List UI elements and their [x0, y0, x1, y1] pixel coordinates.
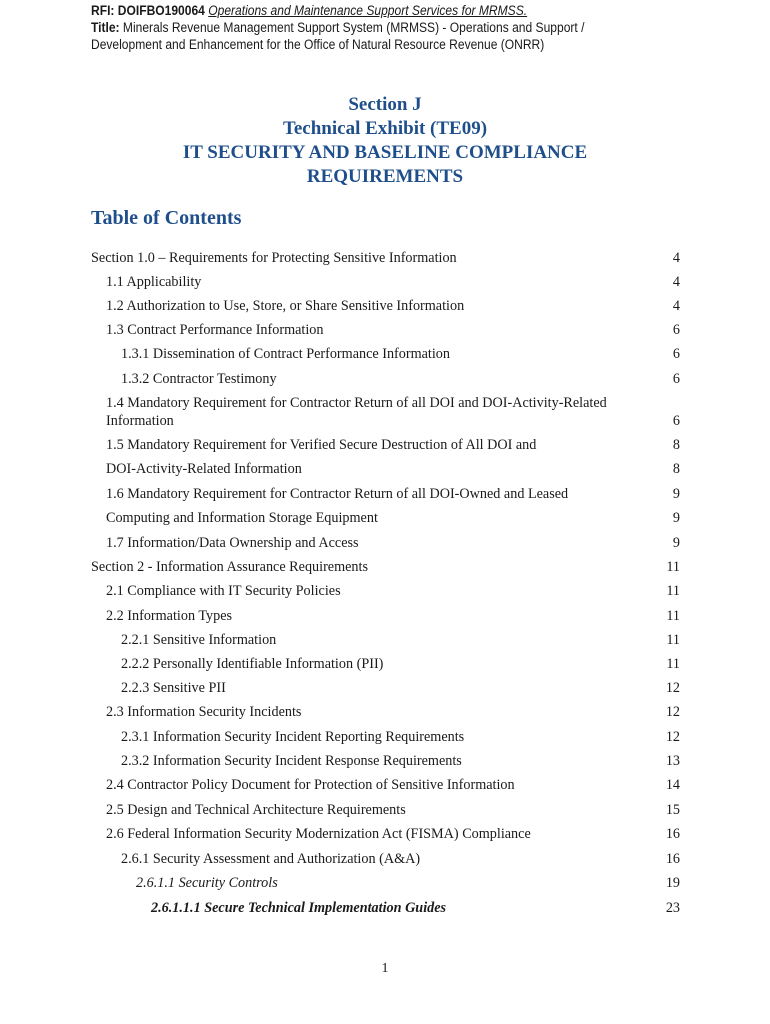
toc-entry-text: 2.1 Compliance with IT Security Policies: [106, 583, 341, 599]
title-line-2: REQUIREMENTS: [306, 166, 464, 187]
title-label: Title:: [91, 20, 120, 35]
toc-entry-page: 6: [672, 322, 680, 338]
toc-entry-page: 13: [665, 753, 680, 769]
toc-entry-page: 6: [672, 346, 680, 362]
toc-entry-text: 2.6.1.1 Security Controls: [136, 875, 278, 891]
toc-entry-text: 2.2.1 Sensitive Information: [121, 632, 277, 648]
toc-entry-text: 1.2 Authorization to Use, Store, or Share Sensitive Information: [106, 298, 465, 314]
rfi-description: Operations and Maintenance Support Services for MRMSS.: [208, 3, 528, 18]
toc-entry-page: 11: [666, 583, 680, 599]
toc-entry-text: 2.6 Federal Information Security Modernization Act (FISMA) Compliance: [106, 826, 531, 842]
section-label: Section J: [348, 94, 422, 115]
toc-entry-text: 1.3 Contract Performance Information: [106, 322, 324, 338]
toc-entry-text: Section 2 - Information Assurance Requirements: [91, 559, 368, 575]
toc-entry-page: 4: [672, 298, 680, 314]
toc-entry-page: 6: [672, 413, 680, 429]
toc-entry-text: Computing and Information Storage Equipment: [106, 510, 378, 526]
toc-entry-page: 11: [666, 559, 680, 575]
toc-entry-text: 1.6 Mandatory Requirement for Contractor Return of all DOI-Owned and Leased: [106, 486, 569, 502]
toc-entry-page: 15: [665, 802, 680, 818]
title-line-1: IT SECURITY AND BASELINE COMPLIANCE: [182, 142, 588, 163]
toc-entry-text: 1.7 Information/Data Ownership and Access: [106, 535, 359, 551]
toc-entry-page: 9: [672, 486, 680, 502]
toc-entry-page: 23: [665, 900, 680, 916]
toc-entry-text: 1.3.2 Contractor Testimony: [121, 371, 277, 387]
toc-entry-text: 2.6.1.1.1 Secure Technical Implementation Guides: [151, 900, 447, 916]
toc-entry-text: 1.3.1 Dissemination of Contract Performance Information: [121, 346, 450, 362]
toc-entry-text: DOI-Activity-Related Information: [106, 461, 302, 477]
toc-entry-page: 16: [665, 826, 680, 842]
toc-entry-page: 4: [672, 274, 680, 290]
toc-entry-text: 2.3.2 Information Security Incident Response Requirements: [121, 753, 462, 769]
document-header: [91, 2, 640, 53]
title-line: [91, 19, 640, 53]
toc-heading: Table of Contents: [91, 207, 242, 229]
toc-entry-page: 8: [672, 461, 680, 477]
toc-entry-page: 14: [665, 777, 680, 793]
toc-entry-page: 4: [672, 250, 680, 266]
toc-entry-page: 11: [666, 632, 680, 648]
title-text: Minerals Revenue Management Support System (MRMSS) - Operations and Support / Development and Enhancement for the Office of Natural Resource Revenue (ONRR): [91, 20, 585, 52]
toc-entry-page: 6: [672, 371, 680, 387]
rfi-line: [91, 2, 640, 19]
toc-entry-text: 1.1 Applicability: [106, 274, 202, 290]
page-number: 1: [381, 961, 389, 976]
toc-entry-page: 12: [665, 729, 680, 745]
rfi-number: DOIFBO190064: [117, 3, 205, 18]
toc-entry-page: 12: [665, 704, 680, 720]
toc-entry-text: 1.4 Mandatory Requirement for Contractor Return of all DOI and DOI-Activity-Related Information: [106, 395, 607, 429]
toc-entry-text: 2.3.1 Information Security Incident Reporting Requirements: [121, 729, 465, 745]
toc-entry-text: 2.2.2 Personally Identifiable Information (PII): [121, 656, 384, 672]
toc-entry-page: 11: [666, 656, 680, 672]
document-title: [0, 93, 770, 189]
toc-entry-page: 16: [665, 851, 680, 867]
toc-entry-text: 2.3 Information Security Incidents: [106, 704, 302, 720]
toc-entry-text: 2.2 Information Types: [106, 608, 233, 624]
toc-entry-page: 12: [665, 680, 680, 696]
toc-entry-page: 9: [672, 535, 680, 551]
toc-entry-text: 2.6.1 Security Assessment and Authorization (A&A): [121, 851, 421, 867]
toc-entry-page: 9: [672, 510, 680, 526]
exhibit-label: Technical Exhibit (TE09): [282, 118, 488, 139]
toc-entry-text: 2.2.3 Sensitive PII: [121, 680, 226, 696]
toc-entry-text: 1.5 Mandatory Requirement for Verified Secure Destruction of All DOI and: [106, 437, 537, 453]
toc-entry-page: 11: [666, 608, 680, 624]
toc-entry-text: 2.4 Contractor Policy Document for Protection of Sensitive Information: [106, 777, 515, 793]
toc-entry-text: Section 1.0 – Requirements for Protecting Sensitive Information: [91, 250, 457, 266]
rfi-label: RFI:: [91, 3, 115, 18]
toc-entry-page: 19: [665, 875, 680, 891]
toc-entry-text: 2.5 Design and Technical Architecture Requirements: [106, 802, 406, 818]
toc-entry-page: 8: [672, 437, 680, 453]
